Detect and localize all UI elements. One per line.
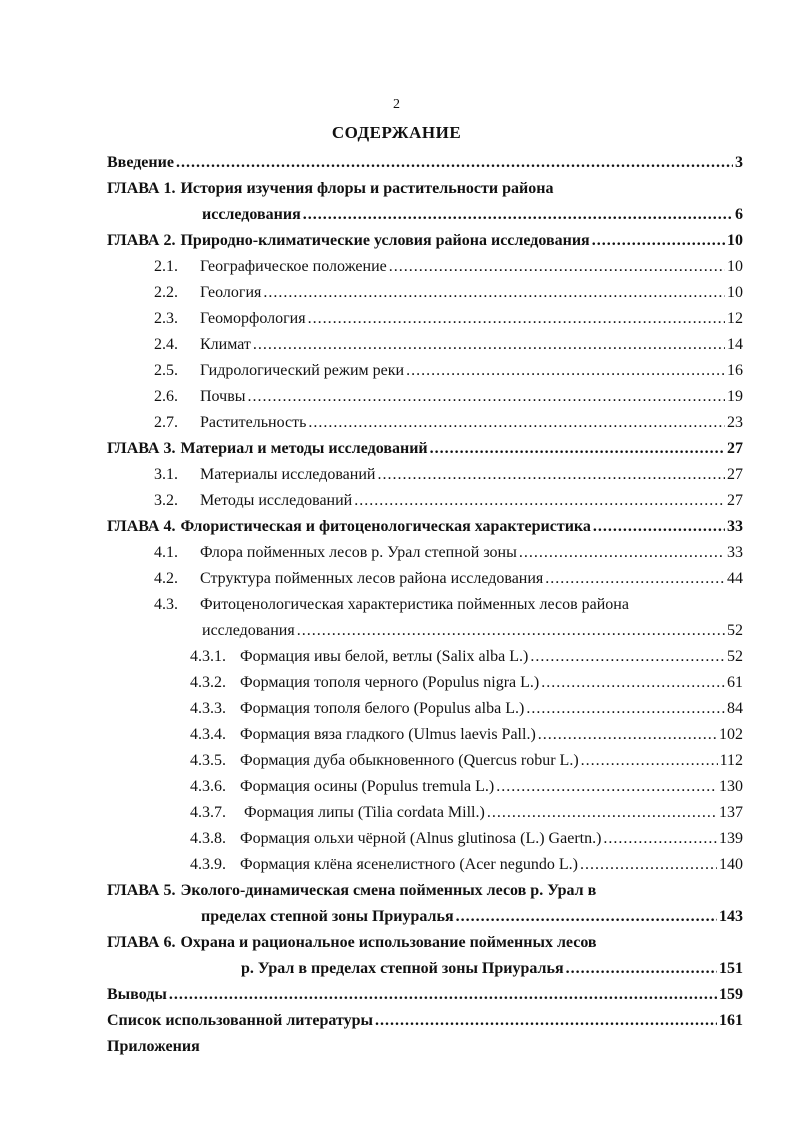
- toc-entry-text: Геоморфология: [200, 310, 306, 327]
- toc-entry-references[interactable]: [107, 1012, 743, 1038]
- toc-entry-4-2[interactable]: [107, 570, 743, 596]
- toc-entry-2-5[interactable]: [107, 362, 743, 388]
- toc-entry-4-3-2[interactable]: [107, 674, 743, 700]
- toc-entry-2-2[interactable]: [107, 284, 743, 310]
- toc-entry-chapter-1-continued[interactable]: [107, 206, 743, 232]
- toc-entry-text: Географическое положение: [200, 258, 387, 275]
- toc-entry-chapter-2[interactable]: [107, 232, 743, 258]
- dot-leader: [248, 388, 726, 406]
- toc-entry-chapter-1[interactable]: [107, 180, 743, 206]
- toc-entry-text: Формация вяза гладкого (Ulmus laevis Pall.): [240, 726, 536, 743]
- toc-entry-text: Структура пойменных лесов района исследования: [200, 570, 544, 587]
- toc-entry-4-3-9[interactable]: [107, 856, 743, 882]
- toc-entry-text: Растительность: [200, 414, 307, 431]
- toc-entry-text: Методы исследований: [200, 492, 353, 509]
- toc-entry-2-4[interactable]: [107, 336, 743, 362]
- subsection-number: 4.3.2.: [190, 674, 226, 691]
- section-number: 2.5.: [154, 362, 178, 379]
- toc-page-number: 33: [727, 518, 743, 535]
- section-number: 3.2.: [154, 492, 178, 509]
- dot-leader: [297, 622, 725, 640]
- section-number: 2.3.: [154, 310, 178, 327]
- toc-entry-text: Формация ольхи чёрной (Alnus glutinosa (L.) Gaertn.): [240, 830, 602, 847]
- toc-entry-text: Фитоценологическая характеристика пойменных лесов района: [200, 596, 629, 613]
- toc-entry-conclusions[interactable]: [107, 986, 743, 1012]
- section-number: 4.1.: [154, 544, 178, 561]
- toc-page-number: 10: [727, 232, 743, 249]
- toc-entry-4-3[interactable]: [107, 596, 743, 622]
- toc-page-number: 102: [719, 726, 743, 743]
- dot-leader: [176, 154, 733, 172]
- section-number: 2.7.: [154, 414, 178, 431]
- dot-leader: [538, 726, 717, 744]
- toc-entry-text: Флора пойменных лесов р. Урал степной зоны: [200, 544, 517, 561]
- chapter-number: ГЛАВА 2.: [107, 232, 176, 249]
- toc-entry-text: Выводы: [107, 986, 167, 1003]
- toc-page-number: 130: [719, 778, 743, 795]
- toc-page-number: 52: [727, 648, 743, 665]
- toc-entry-text: Охрана и рациональное использование пойменных лесов: [180, 934, 597, 951]
- subsection-number: 4.3.8.: [190, 830, 226, 847]
- dot-leader: [389, 258, 725, 276]
- dot-leader: [526, 700, 725, 718]
- dot-leader: [545, 570, 725, 588]
- toc-page-number: 151: [719, 960, 743, 977]
- toc-entry-4-3-8[interactable]: [107, 830, 743, 856]
- toc-page-number: 161: [719, 1012, 743, 1029]
- toc-page-number: 27: [727, 492, 743, 509]
- toc-entry-chapter-5-continued[interactable]: [107, 908, 743, 934]
- toc-entry-text: Геология: [200, 284, 262, 301]
- page-title: СОДЕРЖАНИЕ: [331, 123, 462, 142]
- dot-leader: [263, 284, 725, 302]
- dot-leader: [496, 778, 717, 796]
- toc-entry-text: Формация осины (Populus tremula L.): [240, 778, 495, 795]
- toc-page-number: 3: [735, 154, 743, 171]
- toc-entry-text: исследования: [202, 206, 301, 223]
- section-number: 4.3.: [154, 596, 178, 613]
- subsection-number: 4.3.5.: [190, 752, 226, 769]
- toc-entry-text: Флористическая и фитоценологическая характеристика: [180, 518, 591, 535]
- toc-entry-chapter-6[interactable]: [107, 934, 743, 960]
- toc-entry-2-1[interactable]: [107, 258, 743, 284]
- dot-leader: [308, 310, 725, 328]
- toc-entry-text: Материал и методы исследований: [180, 440, 428, 457]
- page-number: 2: [393, 97, 400, 112]
- dot-leader: [308, 414, 725, 432]
- toc-entry-text: Материалы исследований: [200, 466, 376, 483]
- toc-entry-text: Приложения: [107, 1038, 200, 1055]
- section-number: 2.2.: [154, 284, 178, 301]
- dot-leader: [303, 206, 733, 224]
- subsection-number: 4.3.7.: [190, 804, 226, 821]
- dot-leader: [580, 856, 717, 874]
- toc-entry-chapter-4[interactable]: [107, 518, 743, 544]
- table-of-contents: [107, 154, 743, 1064]
- toc-entry-4-3-4[interactable]: [107, 726, 743, 752]
- subsection-number: 4.3.3.: [190, 700, 226, 717]
- toc-entry-text: Формация тополя белого (Populus alba L.): [240, 700, 525, 717]
- toc-entry-text: Климат: [200, 336, 251, 353]
- dot-leader: [603, 830, 717, 848]
- toc-page-number: 14: [727, 336, 743, 353]
- dot-leader: [519, 544, 725, 562]
- subsection-number: 4.3.4.: [190, 726, 226, 743]
- toc-page-number: 10: [727, 258, 743, 275]
- toc-entry-text: р. Урал в пределах степной зоны Приуралья: [241, 960, 564, 977]
- toc-entry-4-1[interactable]: [107, 544, 743, 570]
- toc-entry-4-3-6[interactable]: [107, 778, 743, 804]
- toc-page-number: 143: [719, 908, 743, 925]
- toc-page-number: 16: [727, 362, 743, 379]
- toc-entry-chapter-5[interactable]: [107, 882, 743, 908]
- toc-entry-chapter-6-continued[interactable]: [107, 960, 743, 986]
- toc-entry-text: Формация липы (Tilia cordata Mill.): [240, 804, 485, 821]
- toc-entry-introduction[interactable]: [107, 154, 743, 180]
- toc-page-number: 84: [727, 700, 743, 717]
- toc-page-number: 23: [727, 414, 743, 431]
- toc-entry-text: Формация ивы белой, ветлы (Salix alba L.): [240, 648, 529, 665]
- toc-entry-text: Гидрологический режим реки: [200, 362, 405, 379]
- toc-entry-text: исследования: [202, 622, 295, 639]
- toc-page-number: 140: [719, 856, 743, 873]
- toc-page-number: 137: [719, 804, 743, 821]
- section-number: 2.6.: [154, 388, 178, 405]
- toc-page-number: 139: [719, 830, 743, 847]
- subsection-number: 4.3.6.: [190, 778, 226, 795]
- subsection-number: 4.3.9.: [190, 856, 226, 873]
- dot-leader: [406, 362, 725, 380]
- subsection-number: 4.3.1.: [190, 648, 226, 665]
- toc-entry-text: пределах степной зоны Приуралья: [201, 908, 454, 925]
- toc-entry-text: Формация клёна ясенелистного (Acer negundo L.): [240, 856, 578, 873]
- toc-page-number: 27: [727, 440, 743, 457]
- toc-entry-2-3[interactable]: [107, 310, 743, 336]
- toc-entry-4-3-continued[interactable]: [107, 622, 743, 648]
- toc-page-number: 61: [727, 674, 743, 691]
- toc-entry-chapter-3[interactable]: [107, 440, 743, 466]
- chapter-number: ГЛАВА 1.: [107, 180, 176, 197]
- toc-entry-3-2[interactable]: [107, 492, 743, 518]
- dot-leader: [253, 336, 725, 354]
- dot-leader: [377, 466, 725, 484]
- dot-leader: [592, 232, 725, 250]
- section-number: 3.1.: [154, 466, 178, 483]
- toc-entry-text: Формация дуба обыкновенного (Quercus robur L.): [240, 752, 579, 769]
- section-number: 4.2.: [154, 570, 178, 587]
- toc-entry-3-1[interactable]: [107, 466, 743, 492]
- dot-leader: [169, 986, 717, 1004]
- dot-leader: [430, 440, 725, 458]
- toc-entry-text: Введение: [107, 154, 174, 171]
- dot-leader: [487, 804, 717, 822]
- toc-page-number: 10: [727, 284, 743, 301]
- dot-leader: [541, 674, 725, 692]
- toc-entry-4-3-3[interactable]: [107, 700, 743, 726]
- toc-entry-2-7[interactable]: [107, 414, 743, 440]
- toc-page-number: 44: [727, 570, 743, 587]
- toc-entry-4-3-1[interactable]: [107, 648, 743, 674]
- toc-page-number: 159: [719, 986, 743, 1003]
- toc-entry-text: Формация тополя черного (Populus nigra L.): [240, 674, 540, 691]
- dot-leader: [530, 648, 725, 666]
- dot-leader: [456, 908, 717, 926]
- chapter-number: ГЛАВА 3.: [107, 440, 176, 457]
- toc-page-number: 33: [727, 544, 743, 561]
- chapter-number: ГЛАВА 6.: [107, 934, 176, 951]
- toc-page-number: 112: [719, 752, 743, 769]
- dot-leader: [581, 752, 718, 770]
- section-number: 2.4.: [154, 336, 178, 353]
- dot-leader: [354, 492, 725, 510]
- dot-leader: [593, 518, 725, 536]
- toc-page-number: 52: [727, 622, 743, 639]
- section-number: 2.1.: [154, 258, 178, 275]
- toc-entry-text: История изучения флоры и растительности района: [180, 180, 554, 197]
- toc-entry-text: Природно-климатические условия района исследования: [180, 232, 590, 249]
- toc-entry-text: Эколого-динамическая смена пойменных лесов р. Урал в: [180, 882, 597, 899]
- toc-page-number: 27: [727, 466, 743, 483]
- chapter-number: ГЛАВА 4.: [107, 518, 176, 535]
- toc-entry-4-3-7[interactable]: [107, 804, 743, 830]
- toc-entry-text: Почвы: [200, 388, 246, 405]
- toc-page-number: 6: [735, 206, 743, 223]
- dot-leader: [375, 1012, 717, 1030]
- dot-leader: [566, 960, 717, 978]
- chapter-number: ГЛАВА 5.: [107, 882, 176, 899]
- toc-entry-appendix[interactable]: [107, 1038, 743, 1064]
- toc-page-number: 12: [727, 310, 743, 327]
- toc-entry-4-3-5[interactable]: [107, 752, 743, 778]
- toc-entry-2-6[interactable]: [107, 388, 743, 414]
- toc-entry-text: Список использованной литературы: [107, 1012, 373, 1029]
- toc-page-number: 19: [727, 388, 743, 405]
